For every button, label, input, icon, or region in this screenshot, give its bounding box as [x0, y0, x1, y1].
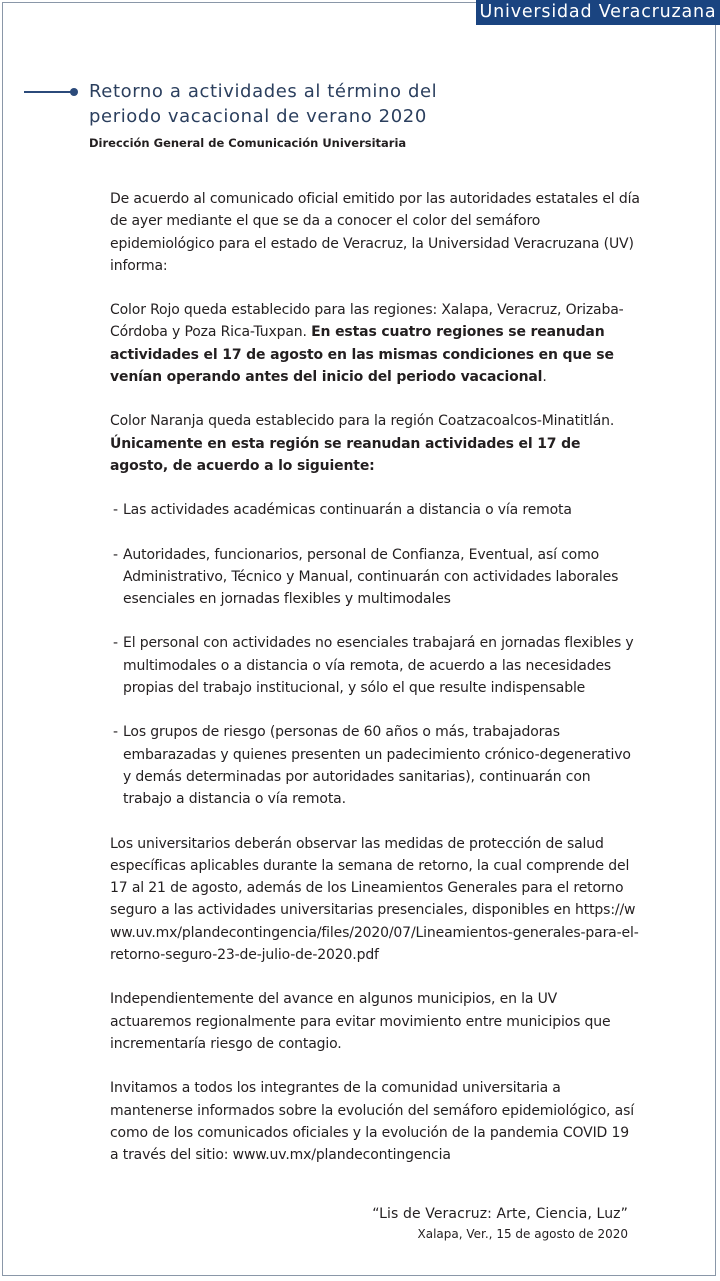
title-line-1: Retorno a actividades al término del	[89, 81, 438, 102]
title-line-2: periodo vacacional de verano 2020	[89, 106, 427, 127]
byline: Dirección General de Comunicación Universitaria	[89, 136, 407, 150]
measures-paragraph	[110, 833, 640, 967]
invite-text: Invitamos a todos los integrantes de la comunidad universitaria a mantenerse informados sobre la evolución del semáforo epidemiológico, así como de los comunicados oficiales y la evolución de la pandemia COVID 19 a través del sitio:	[110, 1080, 634, 1164]
list-item	[113, 544, 640, 611]
dateline: Xalapa, Ver., 15 de agosto de 2020	[417, 1227, 628, 1241]
bullet-dash: -	[113, 546, 118, 563]
red-region-paragraph	[110, 299, 640, 388]
title-bullet-dot	[70, 88, 78, 96]
invite-paragraph	[110, 1077, 640, 1166]
list-item-text: El personal con actividades no esenciales trabajará en jornadas flexibles y multimodales o a distancia o vía remota, de acuerdo a las necesidades propias del trabajo institucional, y sólo el que resulte indispensable	[123, 635, 634, 697]
university-motto: “Lis de Veracruz: Arte, Ciencia, Luz”	[372, 1206, 628, 1222]
contingency-site-link[interactable]: www.uv.mx/plandecontingencia	[232, 1147, 451, 1164]
list-item	[113, 632, 640, 699]
bullet-dash: -	[113, 502, 118, 519]
guidelines-link[interactable]: https://www.uv.mx/plandecontingencia/files/2020/07/Lineamientos-generales-para-el-retorno-seguro-23-de-julio-de-2020.pdf	[110, 902, 639, 964]
page-title	[89, 79, 509, 129]
intro-paragraph: De acuerdo al comunicado oficial emitido por las autoridades estatales el día de ayer mediante el que se da a conocer el color del semáforo epidemiológico para el estado de Veracruz, la Universidad Veracruzana (UV) informa:	[110, 191, 640, 274]
red-region-end: .	[542, 369, 547, 386]
article-body	[110, 188, 640, 1188]
bullet-dash: -	[113, 724, 118, 741]
regional-paragraph: Independientemente del avance en algunos municipios, en la UV actuaremos regionalmente para evitar movimiento entre municipios que incrementaría riesgo de contagio.	[110, 991, 611, 1052]
measures-text: Los universitarios deberán observar las medidas de protección de salud específicas aplicables durante la semana de retorno, la cual comprende del 17 al 21 de agosto, además de los Lineamientos Generales para el retorno seguro a las actividades universitarias presenciales, disponibles en	[110, 835, 630, 919]
list-item	[113, 499, 640, 521]
list-item-text: Las actividades académicas continuarán a distancia o vía remota	[123, 502, 572, 519]
bullet-dash: -	[113, 635, 118, 652]
list-item-text: Los grupos de riesgo (personas de 60 años o más, trabajadoras embarazadas y quienes presenten un padecimiento crónico-degenerativo y demás determinadas por autoridades sanitarias), continuarán con trabajo a distancia o vía remota.	[123, 724, 631, 808]
list-item-text: Autoridades, funcionarios, personal de Confianza, Eventual, así como Administrativo, Técnico y Manual, continuarán con actividades laborales esenciales en jornadas flexibles y multimodales	[123, 546, 619, 608]
university-brand-banner: Universidad Veracruzana	[476, 0, 720, 25]
orange-region-paragraph	[110, 410, 640, 477]
title-rule	[24, 91, 72, 93]
red-region-bold-text: En estas cuatro regiones se reanudan actividades el 17 de agosto en las mismas condiciones en que se venían operando antes del inicio del periodo vacacional	[110, 324, 614, 386]
red-region-text: Color Rojo queda establecido para las regiones: Xalapa, Veracruz, Orizaba-Córdoba y Poza Rica-Tuxpan.	[110, 302, 624, 341]
orange-region-text: Color Naranja queda establecido para la región Coatzacoalcos-Minatitlán.	[110, 413, 615, 430]
orange-region-bold-text: Únicamente en esta región se reanudan actividades el 17 de agosto, de acuerdo a lo siguiente:	[110, 435, 581, 474]
list-item	[113, 721, 640, 810]
